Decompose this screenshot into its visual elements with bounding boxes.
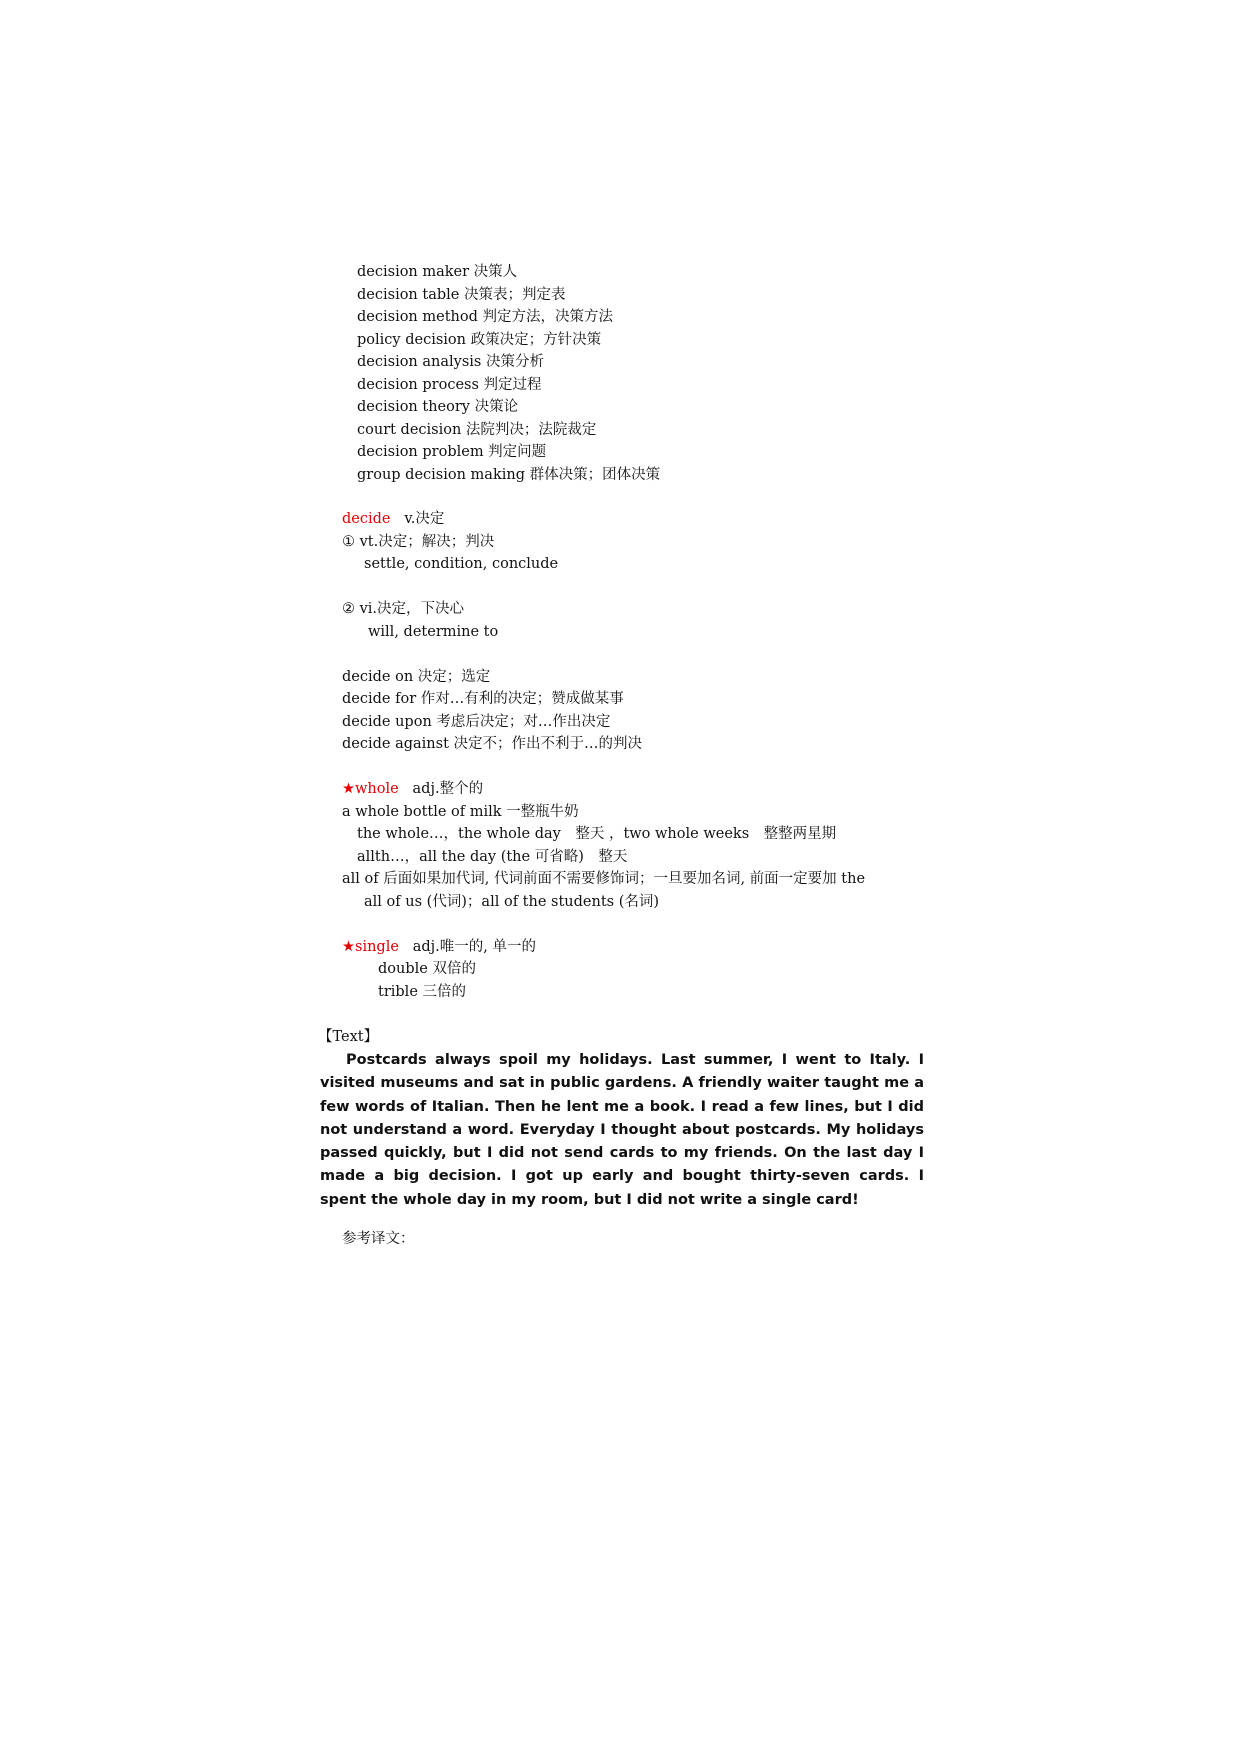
entry-whole-headword bbox=[342, 779, 483, 799]
collocation-line: group decision making 群体决策；团体决策 bbox=[357, 466, 661, 483]
part-of-speech: adj.整个的 bbox=[412, 781, 484, 797]
text-passage bbox=[320, 1049, 924, 1212]
collocation-line: decision maker 决策人 bbox=[357, 264, 518, 280]
headword: whole bbox=[355, 781, 399, 797]
sense-2-synonyms: will, determine to bbox=[368, 623, 499, 640]
part-of-speech: v.决定 bbox=[404, 511, 445, 527]
usage-note: all of 后面如果加代词, 代词前面不需要修饰词；一旦要加名词, 前面一定要加 the bbox=[342, 871, 866, 887]
example-line: a whole bottle of milk 一整瓶牛奶 bbox=[342, 803, 579, 820]
translation-label: 参考译文： bbox=[342, 1231, 415, 1247]
phrase-line: decide on 决定；选定 bbox=[342, 668, 491, 685]
example-line: the whole…，the whole day 整天 ，two whole weeks 整整两星期 bbox=[357, 826, 837, 842]
headword: single bbox=[355, 938, 399, 955]
text-passage-body: Postcards always spoil my holidays. Last summer, I went to Italy. I visited museums and sat in public gardens. A friendly waiter taught me a few words of Italian. Then he lent me a book. I read a few lines, but I did not understand a word. Everyday I thought about postcards. My holidays passed quickly, but I did not send cards to my friends. On the last day I made a big decision. I got up early and bought thirty-seven cards. I spent the whole day in my room, but I did not write a single card! bbox=[320, 1052, 924, 1208]
phrase-line: decide against 决定不；作出不利于…的判决 bbox=[342, 736, 643, 752]
phrase-line: decide for 作对…有利的决定；赞成做某事 bbox=[342, 691, 624, 707]
collocation-line: decision table 决策表；判定表 bbox=[357, 286, 566, 303]
entry-single-headword bbox=[342, 937, 536, 957]
phrase-line: decide upon 考虑后决定；对…作出决定 bbox=[342, 713, 611, 730]
collocation-line: decision process 判定过程 bbox=[357, 376, 542, 393]
text-heading: 【Text】 bbox=[318, 1028, 379, 1045]
example-line: allth…，all the day (the 可省略) 整天 bbox=[357, 848, 628, 865]
collocation-line: court decision 法院判决；法院裁定 bbox=[357, 421, 597, 438]
related-word: trible 三倍的 bbox=[378, 983, 467, 1000]
collocation-line: decision method 判定方法，决策方法 bbox=[357, 309, 613, 325]
collocation-line: decision theory 决策论 bbox=[357, 399, 519, 415]
entry-decide-headword bbox=[342, 509, 444, 529]
collocation-line: decision analysis 决策分析 bbox=[357, 354, 544, 370]
related-word: double 双倍的 bbox=[378, 961, 476, 977]
headword: decide bbox=[342, 511, 391, 527]
sense-2: ② vi.决定，下决心 bbox=[342, 601, 465, 617]
part-of-speech: adj.唯一的, 单一的 bbox=[412, 938, 536, 955]
collocation-line: policy decision 政策决定；方针决策 bbox=[357, 331, 602, 348]
star-icon: ★ bbox=[342, 938, 355, 955]
collocation-line: decision problem 判定问题 bbox=[357, 444, 547, 460]
sense-1: ① vt.决定；解决；判决 bbox=[342, 533, 495, 550]
star-icon: ★ bbox=[342, 781, 355, 797]
usage-note-example: all of us (代词)；all of the students (名词) bbox=[364, 893, 660, 910]
sense-1-synonyms: settle, condition, conclude bbox=[364, 556, 559, 572]
